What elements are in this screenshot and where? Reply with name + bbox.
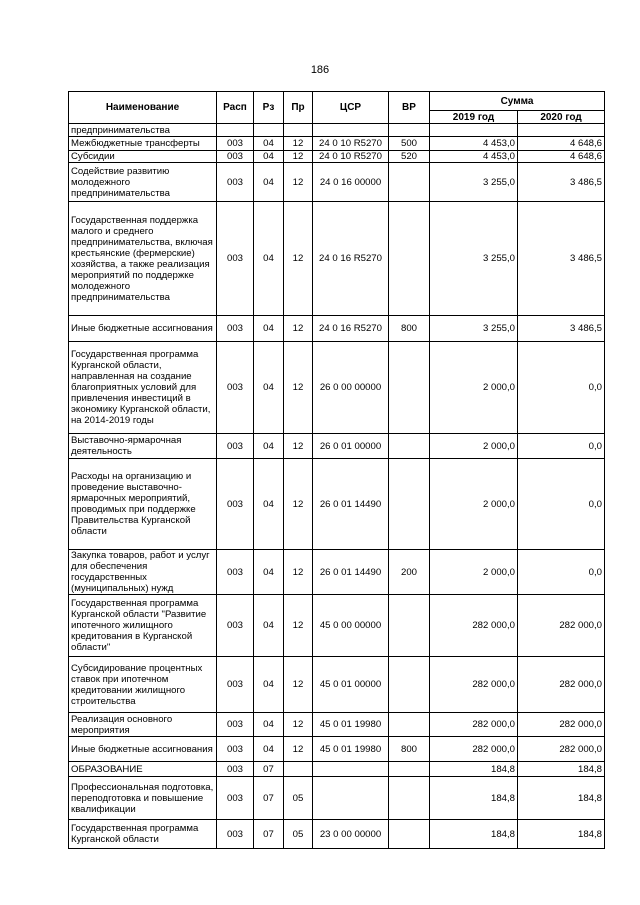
row-sum-2020: 184,8 bbox=[518, 777, 605, 820]
row-pr: 12 bbox=[284, 657, 313, 713]
row-rasp: 003 bbox=[217, 202, 254, 316]
row-name: Иные бюджетные ассигнования bbox=[69, 316, 217, 342]
row-vr: 800 bbox=[389, 737, 430, 762]
row-rasp: 003 bbox=[217, 762, 254, 777]
table-body bbox=[69, 124, 605, 849]
row-vr: 500 bbox=[389, 137, 430, 151]
table-row bbox=[69, 550, 605, 595]
row-csr: 45 0 01 19980 bbox=[313, 713, 389, 737]
row-name: Иные бюджетные ассигнования bbox=[69, 737, 217, 762]
row-csr: 45 0 01 00000 bbox=[313, 657, 389, 713]
row-rz: 07 bbox=[254, 762, 284, 777]
header-rz: Рз bbox=[254, 92, 284, 124]
row-csr: 23 0 00 00000 bbox=[313, 820, 389, 849]
row-vr bbox=[389, 820, 430, 849]
row-sum-2019: 4 453,0 bbox=[430, 151, 518, 163]
row-csr bbox=[313, 777, 389, 820]
header-rasp: Расп bbox=[217, 92, 254, 124]
row-rz: 07 bbox=[254, 820, 284, 849]
row-sum-2019: 184,8 bbox=[430, 762, 518, 777]
row-pr: 12 bbox=[284, 202, 313, 316]
row-rz: 04 bbox=[254, 737, 284, 762]
row-rz: 04 bbox=[254, 595, 284, 657]
row-sum-2020: 4 648,6 bbox=[518, 151, 605, 163]
table-row bbox=[69, 434, 605, 459]
row-sum-2019: 4 453,0 bbox=[430, 137, 518, 151]
row-pr: 05 bbox=[284, 820, 313, 849]
row-name: Государственная программа Курганской области bbox=[69, 820, 217, 849]
table-row bbox=[69, 151, 605, 163]
row-name: Государственная программа Курганской области "Развитие ипотечного жилищного кредитования в Курганской области" bbox=[69, 595, 217, 657]
row-name: ОБРАЗОВАНИЕ bbox=[69, 762, 217, 777]
row-sum-2020: 282 000,0 bbox=[518, 737, 605, 762]
table-row bbox=[69, 124, 605, 137]
header-name: Наименование bbox=[69, 92, 217, 124]
row-rz: 04 bbox=[254, 163, 284, 202]
row-pr: 12 bbox=[284, 595, 313, 657]
row-sum-2019: 3 255,0 bbox=[430, 163, 518, 202]
row-vr bbox=[389, 124, 430, 137]
row-rasp: 003 bbox=[217, 342, 254, 434]
row-rasp: 003 bbox=[217, 434, 254, 459]
row-vr bbox=[389, 459, 430, 550]
table-row bbox=[69, 777, 605, 820]
row-vr bbox=[389, 713, 430, 737]
row-sum-2019: 184,8 bbox=[430, 777, 518, 820]
row-name: Закупка товаров, работ и услуг для обеспечения государственных (муниципальных) нужд bbox=[69, 550, 217, 595]
table-row bbox=[69, 820, 605, 849]
row-rasp bbox=[217, 124, 254, 137]
row-sum-2019: 2 000,0 bbox=[430, 550, 518, 595]
row-rz: 04 bbox=[254, 550, 284, 595]
row-rasp: 003 bbox=[217, 316, 254, 342]
row-rasp: 003 bbox=[217, 459, 254, 550]
row-sum-2019: 282 000,0 bbox=[430, 657, 518, 713]
row-sum-2020: 184,8 bbox=[518, 820, 605, 849]
row-csr: 24 0 10 R5270 bbox=[313, 151, 389, 163]
table-row bbox=[69, 342, 605, 434]
header-vr: ВР bbox=[389, 92, 430, 124]
row-pr: 12 bbox=[284, 737, 313, 762]
row-sum-2020: 0,0 bbox=[518, 434, 605, 459]
row-csr: 26 0 01 00000 bbox=[313, 434, 389, 459]
row-sum-2019 bbox=[430, 124, 518, 137]
row-vr bbox=[389, 342, 430, 434]
row-csr: 26 0 00 00000 bbox=[313, 342, 389, 434]
row-csr: 24 0 16 R5270 bbox=[313, 202, 389, 316]
row-sum-2020: 3 486,5 bbox=[518, 202, 605, 316]
row-sum-2020: 282 000,0 bbox=[518, 657, 605, 713]
row-vr bbox=[389, 202, 430, 316]
row-vr bbox=[389, 657, 430, 713]
row-vr: 800 bbox=[389, 316, 430, 342]
row-sum-2019: 282 000,0 bbox=[430, 713, 518, 737]
row-rasp: 003 bbox=[217, 550, 254, 595]
row-name: Выставочно-ярмарочная деятельность bbox=[69, 434, 217, 459]
row-pr: 12 bbox=[284, 151, 313, 163]
row-pr: 12 bbox=[284, 459, 313, 550]
table-row bbox=[69, 137, 605, 151]
row-rz: 04 bbox=[254, 151, 284, 163]
table-row bbox=[69, 163, 605, 202]
header-csr: ЦСР bbox=[313, 92, 389, 124]
table-row bbox=[69, 737, 605, 762]
row-sum-2020: 282 000,0 bbox=[518, 595, 605, 657]
row-sum-2019: 184,8 bbox=[430, 820, 518, 849]
row-pr: 12 bbox=[284, 316, 313, 342]
table-row bbox=[69, 202, 605, 316]
row-sum-2020: 282 000,0 bbox=[518, 713, 605, 737]
row-sum-2020: 3 486,5 bbox=[518, 316, 605, 342]
row-sum-2019: 282 000,0 bbox=[430, 595, 518, 657]
row-vr: 520 bbox=[389, 151, 430, 163]
budget-table bbox=[68, 91, 605, 849]
row-name: предпринимательства bbox=[69, 124, 217, 137]
row-csr: 45 0 01 19980 bbox=[313, 737, 389, 762]
row-rasp: 003 bbox=[217, 657, 254, 713]
row-rz: 04 bbox=[254, 137, 284, 151]
table-row bbox=[69, 316, 605, 342]
row-rz: 04 bbox=[254, 434, 284, 459]
table-row bbox=[69, 657, 605, 713]
header-sum: Сумма bbox=[430, 92, 605, 111]
row-rz: 04 bbox=[254, 713, 284, 737]
row-pr: 12 bbox=[284, 342, 313, 434]
row-name: Государственная поддержка малого и среднего предпринимательства, включая крестьянские (фермерские) хозяйства, а также реализация мероприятий по поддержке молодежного предпринимательства bbox=[69, 202, 217, 316]
row-pr: 12 bbox=[284, 550, 313, 595]
row-rasp: 003 bbox=[217, 137, 254, 151]
row-name: Межбюджетные трансферты bbox=[69, 137, 217, 151]
row-rz: 07 bbox=[254, 777, 284, 820]
row-sum-2019: 2 000,0 bbox=[430, 342, 518, 434]
row-rz: 04 bbox=[254, 657, 284, 713]
row-rz: 04 bbox=[254, 202, 284, 316]
row-vr bbox=[389, 777, 430, 820]
row-rz: 04 bbox=[254, 316, 284, 342]
row-vr bbox=[389, 595, 430, 657]
row-vr bbox=[389, 434, 430, 459]
row-pr: 12 bbox=[284, 713, 313, 737]
row-csr: 24 0 16 R5270 bbox=[313, 316, 389, 342]
row-name: Содействие развитию молодежного предпринимательства bbox=[69, 163, 217, 202]
header-2020: 2020 год bbox=[518, 111, 605, 124]
row-sum-2020: 0,0 bbox=[518, 459, 605, 550]
row-sum-2019: 3 255,0 bbox=[430, 316, 518, 342]
row-csr: 24 0 10 R5270 bbox=[313, 137, 389, 151]
row-pr: 12 bbox=[284, 434, 313, 459]
row-vr: 200 bbox=[389, 550, 430, 595]
row-csr: 26 0 01 14490 bbox=[313, 550, 389, 595]
page-number: 186 bbox=[310, 64, 330, 76]
row-sum-2020: 3 486,5 bbox=[518, 163, 605, 202]
header-2019: 2019 год bbox=[430, 111, 518, 124]
row-name: Субсидирование процентных ставок при ипотечном кредитовании жилищного строительства bbox=[69, 657, 217, 713]
row-sum-2020: 184,8 bbox=[518, 762, 605, 777]
row-sum-2019: 3 255,0 bbox=[430, 202, 518, 316]
row-vr bbox=[389, 163, 430, 202]
row-sum-2019: 2 000,0 bbox=[430, 434, 518, 459]
row-csr bbox=[313, 762, 389, 777]
row-sum-2019: 2 000,0 bbox=[430, 459, 518, 550]
row-csr: 26 0 01 14490 bbox=[313, 459, 389, 550]
row-rasp: 003 bbox=[217, 151, 254, 163]
row-sum-2020: 0,0 bbox=[518, 550, 605, 595]
row-rz: 04 bbox=[254, 342, 284, 434]
row-pr bbox=[284, 124, 313, 137]
row-rasp: 003 bbox=[217, 737, 254, 762]
row-csr: 24 0 16 00000 bbox=[313, 163, 389, 202]
row-sum-2019: 282 000,0 bbox=[430, 737, 518, 762]
table-row bbox=[69, 762, 605, 777]
row-pr bbox=[284, 762, 313, 777]
row-name: Расходы на организацию и проведение выставочно-ярмарочных мероприятий, проводимых при поддержке Правительства Курганской области bbox=[69, 459, 217, 550]
row-rasp: 003 bbox=[217, 820, 254, 849]
row-sum-2020: 0,0 bbox=[518, 342, 605, 434]
row-rz: 04 bbox=[254, 459, 284, 550]
row-sum-2020 bbox=[518, 124, 605, 137]
row-pr: 12 bbox=[284, 163, 313, 202]
row-rasp: 003 bbox=[217, 163, 254, 202]
row-csr bbox=[313, 124, 389, 137]
row-rasp: 003 bbox=[217, 713, 254, 737]
table-row bbox=[69, 595, 605, 657]
row-rz bbox=[254, 124, 284, 137]
row-rasp: 003 bbox=[217, 595, 254, 657]
row-name: Субсидии bbox=[69, 151, 217, 163]
row-pr: 05 bbox=[284, 777, 313, 820]
row-name: Реализация основного мероприятия bbox=[69, 713, 217, 737]
row-csr: 45 0 00 00000 bbox=[313, 595, 389, 657]
row-vr bbox=[389, 762, 430, 777]
row-name: Государственная программа Курганской области, направленная на создание благоприятных условий для привлечения инвестиций в экономику Курганской области, на 2014-2019 годы bbox=[69, 342, 217, 434]
row-pr: 12 bbox=[284, 137, 313, 151]
table-row bbox=[69, 459, 605, 550]
header-pr: Пр bbox=[284, 92, 313, 124]
row-sum-2020: 4 648,6 bbox=[518, 137, 605, 151]
row-rasp: 003 bbox=[217, 777, 254, 820]
table-row bbox=[69, 713, 605, 737]
row-name: Профессиональная подготовка, переподготовка и повышение квалификации bbox=[69, 777, 217, 820]
